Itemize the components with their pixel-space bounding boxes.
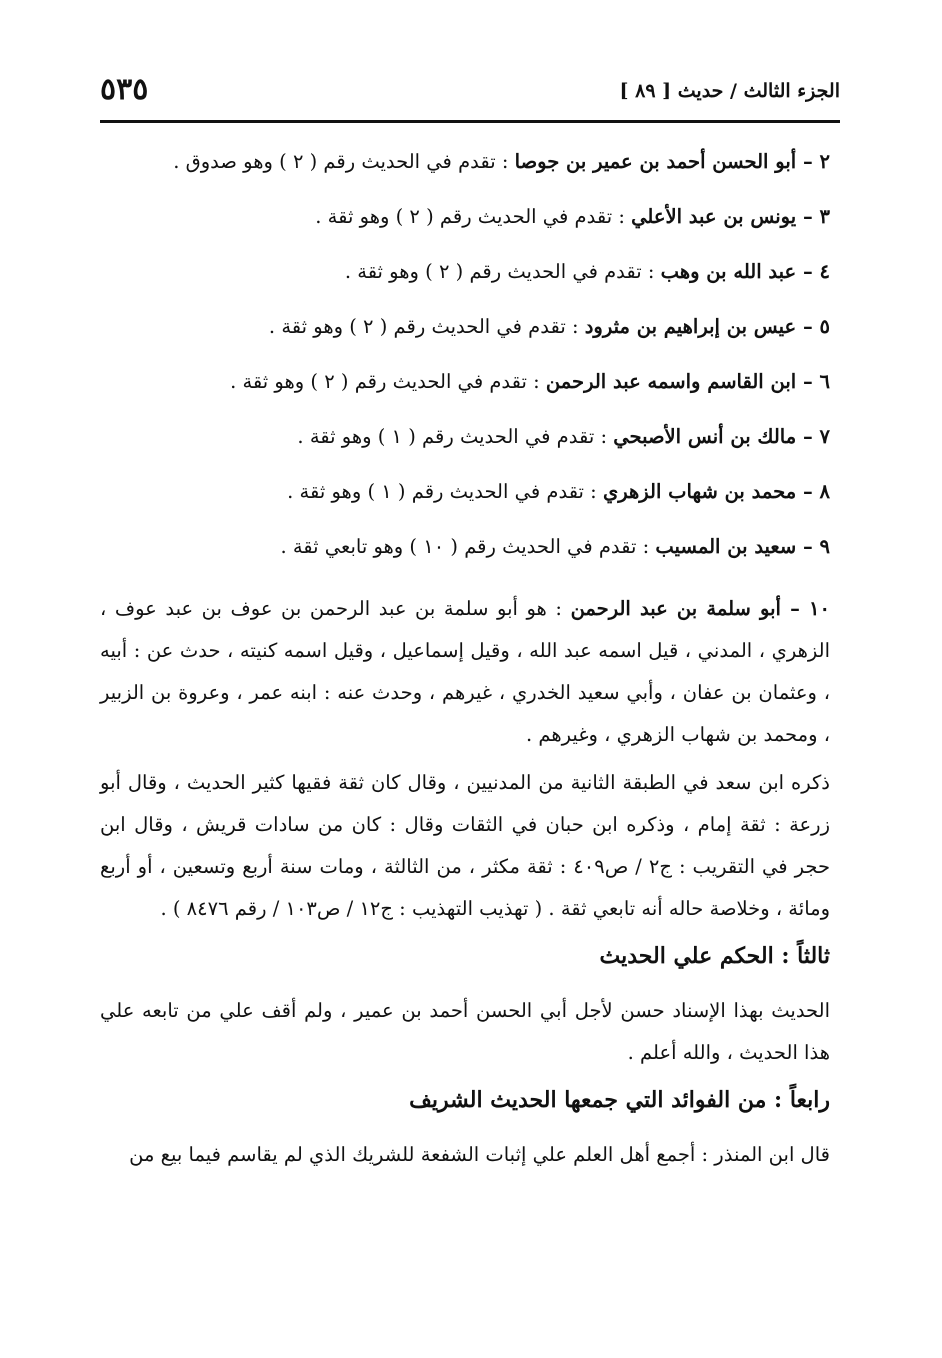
page-header (100, 70, 840, 120)
document-body (100, 148, 830, 1182)
benefits-paragraph: قال ابن المنذر : أجمع أهل العلم علي إثبات الشفعة للشريك الذي لم يقاسم فيما بيع من (129, 1143, 830, 1166)
narrator-entry (100, 533, 830, 561)
narrator-name: ١٠ – أبو سلمة بن عبد الرحمن (570, 597, 830, 620)
section-heading-benefits: رابعاً : من الفوائد التي جمعها الحديث الشريف (409, 1087, 830, 1113)
section-heading-ruling: ثالثاً : الحكم علي الحديث (599, 943, 830, 969)
narrator-entry (100, 368, 830, 396)
narrator-note: : تقدم في الحديث رقم ( ١٠ ) وهو تابعي ثقة . (280, 535, 656, 558)
narrator-note: : تقدم في الحديث رقم ( ١ ) وهو ثقة . (297, 425, 614, 448)
narrator-entry (100, 423, 830, 451)
narrator-note: : تقدم في الحديث رقم ( ٢ ) وهو ثقة . (230, 370, 546, 393)
narrator-name: ٨ – محمد بن شهاب الزهري (602, 480, 830, 503)
narrator-note: : تقدم في الحديث رقم ( ٢ ) وهو ثقة . (344, 260, 661, 283)
narrator-note: : تقدم في الحديث رقم ( ٢ ) وهو صدوق . (173, 150, 515, 173)
running-title: الجزء الثالث / حديث [ ٨٩ ] (619, 80, 840, 102)
narrator-name: ٤ – عبد الله بن وهب (660, 260, 830, 283)
ruling-paragraph: الحديث بهذا الإسناد حسن لأجل أبي الحسن أحمد بن عمير ، ولم أقف علي من تابعه علي هذا الحديث ، والله أعلم . (100, 999, 830, 1064)
narrator-note: : تقدم في الحديث رقم ( ٢ ) وهو ثقة . (315, 205, 632, 228)
narrator-name: ٧ – مالك بن أنس الأصبحي (613, 425, 830, 448)
narrator-entry (100, 258, 830, 286)
header-rule (100, 120, 840, 123)
narrator-entry (100, 148, 830, 176)
page-number: ٥٣٥ (100, 72, 149, 107)
narrator-name: ٣ – يونس بن عبد الأعلي (631, 205, 830, 228)
narrator-note: : هو أبو سلمة بن عبد الرحمن بن عوف بن عبد عوف ، الزهري ، المدني ، قيل اسمه عبد الله ، وقيل إسماعيل ، وقيل اسمه كنيته ، حدث عن : أبيه ، وعثمان بن عفان ، وأبي سعيد الخدري ، غيرهم ، وحدث عنه : ابنه عمر ، وعروة بن الزبير ، ومحمد بن شهاب الزهري ، وغيرهم . (100, 597, 830, 746)
narrator-entry (100, 478, 830, 506)
narrator-note: : تقدم في الحديث رقم ( ١ ) وهو ثقة . (287, 480, 603, 503)
narrator-name: ٥ – عيس بن إبراهيم بن مثرود (584, 315, 830, 338)
narrator-entry (100, 203, 830, 231)
narrator-name: ٦ – ابن القاسم واسمه عبد الرحمن (545, 370, 830, 393)
narrator-name: ٢ – أبو الحسن أحمد بن عمير بن جوصا (514, 150, 830, 173)
narrator-entry (100, 313, 830, 341)
narrator-10-entry (100, 588, 830, 756)
biography-paragraph: ذكره ابن سعد في الطبقة الثانية من المدنيين ، وقال كان ثقة فقيها كثير الحديث ، وقال أبو زرعة : ثقة إمام ، وذكره ابن حبان في الثقات وقال : كان من سادات قريش ، وقال ابن حجر في التقريب : ج٢ / ص٤٠٩ : ثقة مكثر ، من الثالثة ، ومات سنة أربع وتسعين ، أو أربع ومائة ، وخلاصة حاله أنه تابعي ثقة . ( تهذيب التهذيب : ج١٢ / ص١٠٣ / رقم ٨٤٧٦ ) . (100, 771, 830, 920)
narrator-note: : تقدم في الحديث رقم ( ٢ ) وهو ثقة . (268, 315, 585, 338)
narrator-name: ٩ – سعيد بن المسيب (655, 535, 830, 558)
